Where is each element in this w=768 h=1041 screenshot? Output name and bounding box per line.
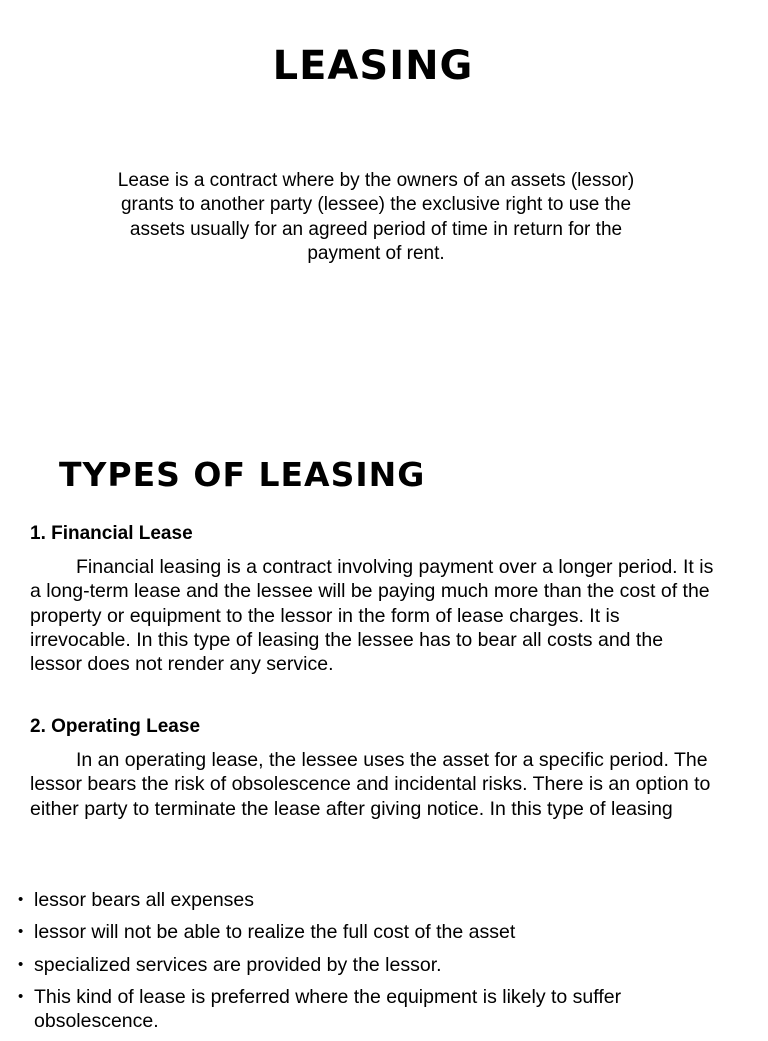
financial-lease-heading: 1. Financial Lease — [30, 523, 193, 544]
operating-lease-paragraph: In an operating lease, the lessee uses the asset for a specific period. The lessor bears the risk of obsolescence and incidental risks. There is an option to either party to terminate the lease after giving notice. In this type of leasing — [30, 749, 711, 820]
list-item-text: lessor bears all expenses — [34, 889, 255, 911]
intro-paragraph: Lease is a contract where by the owners of an assets (lessor) grants to another party (lessee) the exclusive right to use the assets usually for an agreed period of time in return for the payment of rent. — [117, 170, 635, 264]
bullet-icon: • — [18, 955, 24, 973]
list-item-text: This kind of lease is preferred where the equipment is likely to suffer obsolescence. — [34, 985, 622, 1033]
bullet-icon: • — [18, 923, 24, 941]
list-item — [18, 985, 718, 1034]
list-item — [18, 888, 718, 912]
list-item — [18, 920, 718, 944]
section-title: TYPES OF LEASING — [59, 455, 426, 494]
operating-lease-heading: 2. Operating Lease — [30, 716, 201, 737]
financial-lease-paragraph: Financial leasing is a contract involving payment over a longer period. It is a long-term lease and the lessee will be paying much more than the cost of the property or equipment to the lessor in the form of lease charges. It is irrevocable. In this type of leasing the lessee has to bear all costs and the lessor does not render any service. — [30, 556, 714, 676]
list-item — [18, 953, 718, 977]
bullet-icon: • — [18, 891, 24, 908]
bullet-icon: • — [18, 987, 24, 1005]
operating-lease-bullet-list — [18, 888, 718, 1041]
list-item-text: specialized services are provided by the lessor. — [34, 953, 442, 976]
page-title: LEASING — [272, 43, 474, 89]
list-item-text: lessor will not be able to realize the full cost of the asset — [34, 921, 516, 944]
